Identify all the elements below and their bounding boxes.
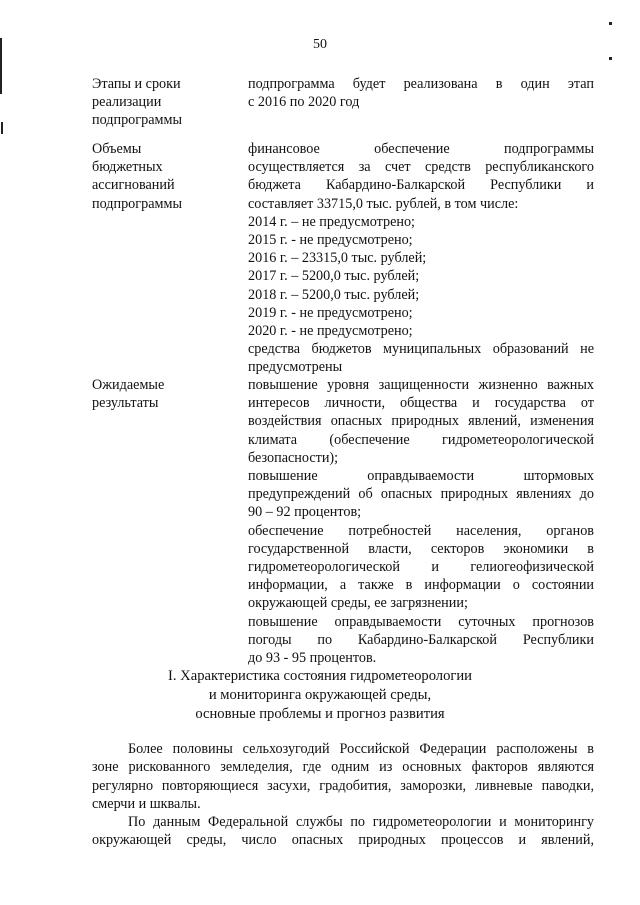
- value-line: 2019 г. - не предусмотрено;: [248, 304, 413, 321]
- paragraph-line: зоне рискованного земледелия, где одним из основных факторов являются: [92, 759, 594, 776]
- paragraph-line: смерчи и шквалы.: [92, 795, 201, 812]
- value-line: воздействия опасных природных явлений, изменения: [248, 413, 594, 430]
- value-line: средства бюджетов муниципальных образований не: [248, 341, 594, 358]
- value-line: подпрограмма будет реализована в один этап: [248, 76, 594, 92]
- label-line: подпрограммы: [92, 112, 182, 129]
- value-line: погоды по Кабардино-Балкарской Республики: [248, 631, 594, 648]
- paragraph-line: По данным Федеральной службы по гидрометеорологии и мониторингу: [128, 814, 594, 831]
- paragraph-line: регулярно повторяющиеся засухи, градобития, заморозки, ливневые паводки,: [92, 777, 594, 794]
- value-line: безопасности);: [248, 449, 339, 466]
- value-line: повышение оправдываемости штормовых: [248, 468, 594, 485]
- row-value: [248, 376, 594, 667]
- value-line: обеспечение потребностей населения, органов: [248, 522, 594, 539]
- value-line: повышение оправдываемости суточных прогнозов: [248, 613, 594, 630]
- paragraph: [92, 740, 594, 813]
- scan-mark: [609, 57, 612, 60]
- value-line: бюджета Кабардино-Балкарской Республики и: [248, 177, 594, 194]
- row-value: [248, 140, 594, 377]
- heading-line: и мониторинга окружающей среды,: [208, 687, 432, 703]
- heading-line: основные проблемы и прогноз развития: [195, 706, 445, 722]
- value-line: осуществляется за счет средств республиканского: [248, 159, 594, 176]
- section-heading: [0, 667, 640, 724]
- value-line: составляет 33715,0 тыс. рублей, в том числе:: [248, 195, 519, 212]
- value-line: климата (обеспечение гидрометеорологической: [248, 431, 594, 448]
- paragraph-line: окружающей среды, число опасных природных процессов и явлений,: [92, 832, 594, 849]
- scan-mark: [609, 22, 612, 25]
- value-line: информации, а также в информации о состоянии: [248, 577, 594, 594]
- value-line: 2015 г. - не предусмотрено;: [248, 232, 413, 249]
- value-line: финансовое обеспечение подпрограммы: [248, 141, 594, 157]
- label-line: бюджетных: [92, 159, 163, 176]
- value-line: с 2016 по 2020 год: [248, 94, 360, 111]
- value-line: повышение уровня защищенности жизненно важных: [248, 377, 594, 393]
- page-number: 50: [313, 37, 327, 52]
- value-line: предусмотрены: [248, 359, 343, 376]
- row-label: [92, 376, 242, 412]
- label-line: реализации: [92, 94, 162, 111]
- value-line: предупреждений об опасных природных явлениях до: [248, 486, 594, 503]
- label-line: результаты: [92, 395, 159, 412]
- paragraph: [92, 813, 594, 850]
- value-line: 2017 г. – 5200,0 тыс. рублей;: [248, 268, 420, 285]
- row-label: [92, 75, 242, 130]
- value-line: до 93 - 95 процентов.: [248, 650, 377, 667]
- value-line: 90 – 92 процентов;: [248, 504, 362, 521]
- value-line: 2018 г. – 5200,0 тыс. рублей;: [248, 286, 420, 303]
- row-label: [92, 140, 242, 213]
- label-line: Ожидаемые: [92, 377, 165, 393]
- heading-line: I. Характеристика состояния гидрометеорологии: [168, 668, 472, 684]
- value-line: 2020 г. - не предусмотрено;: [248, 323, 413, 340]
- body-text: [92, 740, 594, 850]
- scan-mark: [1, 122, 3, 134]
- value-line: 2014 г. – не предусмотрено;: [248, 213, 415, 230]
- value-line: интересов личности, общества и государства от: [248, 395, 594, 412]
- row-value: [248, 75, 594, 111]
- scan-mark: [0, 38, 2, 94]
- label-line: Объемы: [92, 141, 142, 157]
- label-line: Этапы и сроки: [92, 76, 181, 92]
- value-line: 2016 г. – 23315,0 тыс. рублей;: [248, 250, 427, 267]
- value-line: гидрометеорологической и гелиогеофизической: [248, 559, 594, 576]
- label-line: ассигнований: [92, 177, 175, 194]
- value-line: окружающей среды, ее загрязнении;: [248, 595, 468, 612]
- paragraph-line: Более половины сельхозугодий Российской Федерации расположены в: [128, 741, 594, 757]
- label-line: подпрограммы: [92, 195, 182, 212]
- value-line: государственной власти, секторов экономики в: [248, 540, 594, 557]
